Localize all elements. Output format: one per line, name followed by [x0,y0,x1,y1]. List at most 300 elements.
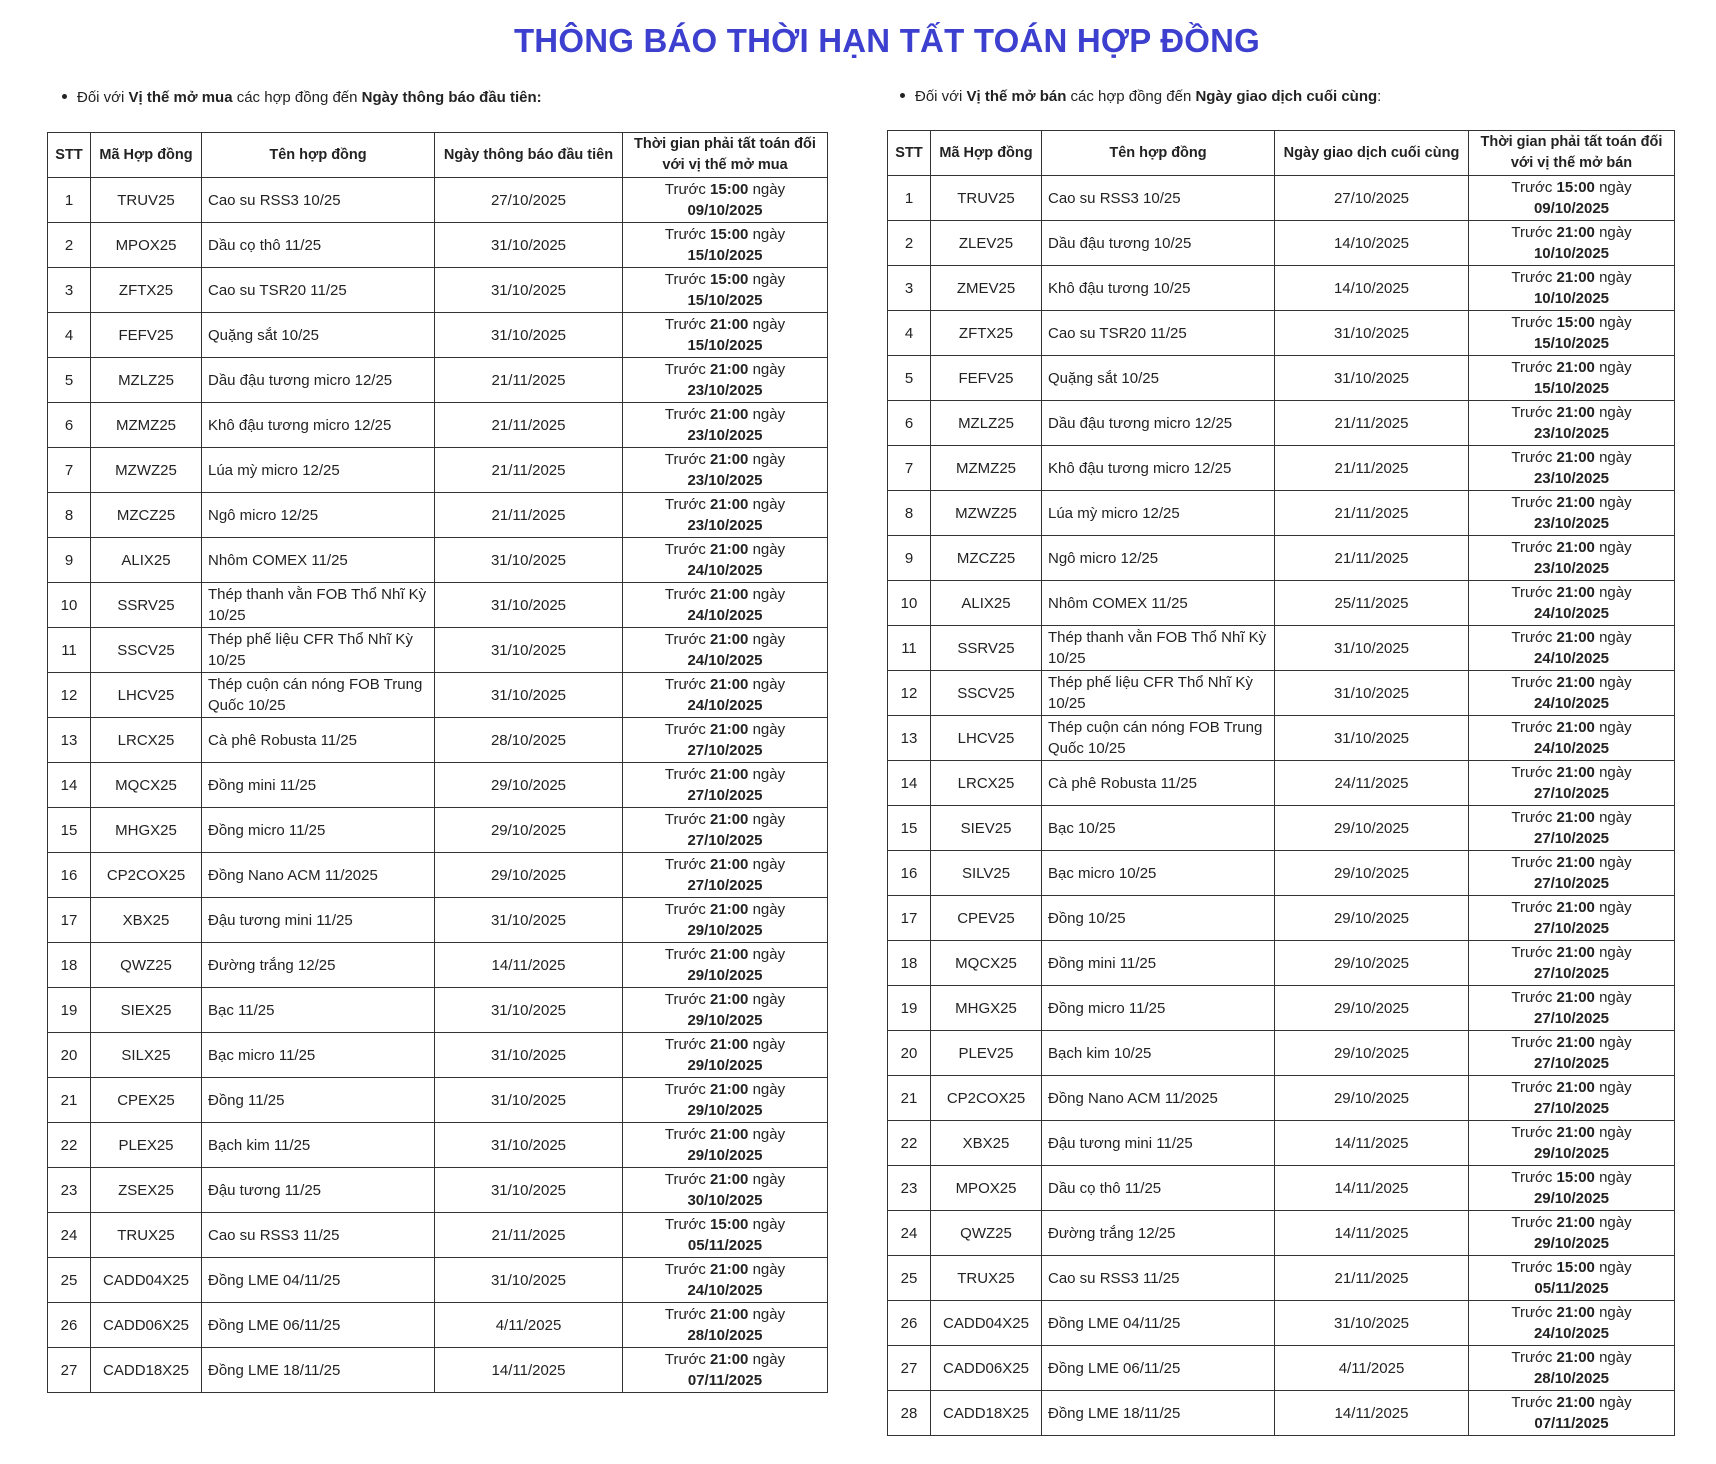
cell-settlement-time [1469,401,1675,446]
day-label: ngày [1594,989,1632,1006]
before-label: Trước [1511,1304,1557,1321]
cell-stt: 26 [888,1301,931,1346]
cell-stt: 28 [888,1391,931,1436]
cell-contract-code: ZFTX25 [931,311,1042,356]
settlement-hour: 15:00 [1556,314,1595,331]
before-label: Trước [1511,629,1557,646]
before-label: Trước [664,1081,711,1098]
cell-contract-name: Thép phế liệu CFR Thổ Nhĩ Kỳ 10/25 [202,628,435,673]
page-title: THÔNG BÁO THỜI HẠN TẤT TOÁN HỢP ĐỒNG [513,22,1261,59]
cell-contract-code: SIEV25 [931,806,1042,851]
table-row [888,1391,1675,1436]
cell-date: 14/11/2025 [1275,1211,1469,1256]
cell-contract-code: ALIX25 [91,538,202,583]
settlement-date: 27/10/2025 [1533,1010,1610,1027]
note-text: Đối với [77,89,129,106]
cell-contract-code: CADD04X25 [931,1301,1042,1346]
cell-contract-name: Đồng mini 11/25 [202,763,435,808]
settlement-date: 28/10/2025 [687,1327,763,1344]
day-label: ngày [1594,629,1632,646]
cell-contract-name: Bạch kim 11/25 [202,1123,435,1168]
cell-contract-code: SIEX25 [91,988,202,1033]
settlement-date: 09/10/2025 [687,202,763,219]
cell-stt: 13 [888,716,931,761]
settlement-date: 29/10/2025 [687,922,763,939]
cell-settlement-time [1469,536,1675,581]
settlement-hour: 21:00 [710,766,749,783]
table-row [888,1076,1675,1121]
cell-date: 21/11/2025 [435,493,623,538]
cell-contract-code: SSCV25 [91,628,202,673]
cell-stt: 21 [48,1078,91,1123]
settlement-date: 27/10/2025 [687,742,763,759]
day-label: ngày [1594,1124,1632,1141]
settlement-hour: 15:00 [1556,179,1595,196]
table-row [888,1031,1675,1076]
cell-contract-name: Thép cuộn cán nóng FOB Trung Quốc 10/25 [1042,716,1275,761]
cell-contract-name: Đồng mini 11/25 [1042,941,1275,986]
cell-settlement-time [623,268,828,313]
settlement-hour: 21:00 [1556,629,1595,646]
cell-settlement-time [623,583,828,628]
settlement-date: 23/10/2025 [1533,470,1610,487]
cell-settlement-time [1469,1346,1675,1391]
before-label: Trước [664,361,711,378]
cell-contract-name: Đồng micro 11/25 [202,808,435,853]
before-label: Trước [1511,719,1557,736]
cell-date: 31/10/2025 [435,583,623,628]
cell-contract-code: MZMZ25 [931,446,1042,491]
table-row [48,313,828,358]
cell-stt: 25 [888,1256,931,1301]
settlement-date: 24/10/2025 [687,652,763,669]
day-label: ngày [1594,674,1632,691]
day-label: ngày [1594,1169,1632,1186]
cell-stt: 2 [48,223,91,268]
table-row [48,808,828,853]
cell-contract-code: SSRV25 [931,626,1042,671]
cell-date: 28/10/2025 [435,718,623,763]
cell-settlement-time [623,718,828,763]
cell-settlement-time [1469,896,1675,941]
cell-contract-code: MZLZ25 [91,358,202,403]
settlement-date: 30/10/2025 [687,1192,763,1209]
cell-stt: 24 [888,1211,931,1256]
settlement-hour: 21:00 [710,676,749,693]
table-row [888,221,1675,266]
before-label: Trước [664,631,711,648]
cell-contract-code: CPEV25 [931,896,1042,941]
cell-date: 27/10/2025 [1275,176,1469,221]
cell-stt: 17 [888,896,931,941]
cell-settlement-time [623,673,828,718]
table-row [48,943,828,988]
table-row [888,1301,1675,1346]
day-label: ngày [1594,944,1632,961]
before-label: Trước [664,856,711,873]
table-row [888,356,1675,401]
cell-contract-name: Cao su TSR20 11/25 [202,268,435,313]
cell-date: 29/10/2025 [1275,941,1469,986]
cell-date: 31/10/2025 [435,1033,623,1078]
cell-contract-name: Đồng Nano ACM 11/2025 [202,853,435,898]
note-text: Đối với [915,88,967,105]
cell-stt: 6 [888,401,931,446]
day-label: ngày [1594,1259,1632,1276]
cell-stt: 23 [888,1166,931,1211]
cell-contract-name: Khô đậu tương 10/25 [1042,266,1275,311]
table-row [888,1121,1675,1166]
day-label: ngày [748,451,786,468]
before-label: Trước [664,451,711,468]
settlement-hour: 21:00 [710,496,749,513]
day-label: ngày [1594,449,1632,466]
settlement-hour: 21:00 [710,1171,749,1188]
cell-date: 31/10/2025 [1275,1301,1469,1346]
cell-date: 14/10/2025 [1275,221,1469,266]
table-row [48,1348,828,1393]
before-label: Trước [664,271,711,288]
cell-settlement-time [1469,1301,1675,1346]
cell-contract-name: Dầu cọ thô 11/25 [202,223,435,268]
cell-stt: 9 [48,538,91,583]
cell-stt: 4 [888,311,931,356]
cell-contract-code: SSRV25 [91,583,202,628]
settlement-date: 07/11/2025 [687,1372,763,1389]
settlement-date: 24/10/2025 [1533,695,1610,712]
day-label: ngày [748,721,786,738]
settlement-hour: 21:00 [1556,1304,1595,1321]
cell-stt: 20 [48,1033,91,1078]
settlement-hour: 21:00 [1556,1034,1595,1051]
settlement-hour: 21:00 [1556,224,1595,241]
cell-settlement-time [623,853,828,898]
header-stt: STT [888,131,931,176]
settlement-hour: 21:00 [1556,494,1595,511]
settlement-hour: 21:00 [1556,854,1595,871]
cell-settlement-time [1469,1076,1675,1121]
cell-contract-code: CPEX25 [91,1078,202,1123]
cell-settlement-time [1469,851,1675,896]
table-row [888,311,1675,356]
cell-contract-name: Đồng 11/25 [202,1078,435,1123]
cell-date: 21/11/2025 [1275,536,1469,581]
settlement-hour: 21:00 [710,1126,749,1143]
settlement-date: 27/10/2025 [1533,1055,1610,1072]
cell-settlement-time [623,1033,828,1078]
day-label: ngày [748,1126,786,1143]
cell-date: 14/11/2025 [1275,1166,1469,1211]
day-label: ngày [748,1036,786,1053]
settlement-hour: 21:00 [710,946,749,963]
cell-stt: 14 [48,763,91,808]
day-label: ngày [1594,1214,1632,1231]
cell-stt: 24 [48,1213,91,1258]
settlement-date: 27/10/2025 [687,877,763,894]
day-label: ngày [748,496,786,513]
cell-settlement-time [1469,941,1675,986]
cell-contract-code: SILV25 [931,851,1042,896]
settlement-hour: 21:00 [710,541,749,558]
cell-contract-name: Bạch kim 10/25 [1042,1031,1275,1076]
settlement-hour: 21:00 [1556,899,1595,916]
cell-date: 31/10/2025 [435,1258,623,1303]
table-row [888,446,1675,491]
cell-stt: 20 [888,1031,931,1076]
cell-contract-name: Lúa mỳ micro 12/25 [1042,491,1275,536]
cell-contract-code: PLEV25 [931,1031,1042,1076]
table-row [48,223,828,268]
cell-date: 31/10/2025 [435,268,623,313]
settlement-hour: 21:00 [710,1306,749,1323]
cell-date: 4/11/2025 [435,1303,623,1348]
cell-date: 31/10/2025 [435,538,623,583]
settlement-date: 27/10/2025 [1533,920,1610,937]
table-row [888,1256,1675,1301]
cell-date: 14/11/2025 [435,943,623,988]
cell-contract-code: TRUV25 [91,178,202,223]
cell-contract-code: TRUX25 [91,1213,202,1258]
cell-contract-code: MHGX25 [91,808,202,853]
cell-date: 31/10/2025 [435,313,623,358]
cell-stt: 15 [48,808,91,853]
before-label: Trước [664,1351,711,1368]
cell-stt: 8 [48,493,91,538]
day-label: ngày [1594,854,1632,871]
before-label: Trước [664,496,711,513]
day-label: ngày [1594,269,1632,286]
cell-date: 14/11/2025 [435,1348,623,1393]
settlement-date: 10/10/2025 [1533,290,1610,307]
cell-date: 27/10/2025 [435,178,623,223]
table-row [48,1213,828,1258]
settlement-hour: 21:00 [710,721,749,738]
before-label: Trước [664,1126,711,1143]
before-label: Trước [1511,1034,1557,1051]
before-label: Trước [1511,1259,1557,1276]
settlement-hour: 21:00 [1556,989,1595,1006]
table-row [888,1346,1675,1391]
header-stt: STT [48,133,91,178]
before-label: Trước [1511,899,1557,916]
before-label: Trước [1511,1169,1557,1186]
cell-settlement-time [1469,311,1675,356]
cell-date: 29/10/2025 [1275,896,1469,941]
cell-settlement-time [1469,986,1675,1031]
settlement-date: 23/10/2025 [687,472,763,489]
settlement-hour: 21:00 [1556,539,1595,556]
cell-contract-name: Cao su RSS3 11/25 [202,1213,435,1258]
day-label: ngày [748,1306,786,1323]
before-label: Trước [1511,359,1557,376]
before-label: Trước [664,406,711,423]
cell-contract-code: SILX25 [91,1033,202,1078]
cell-contract-code: FEFV25 [931,356,1042,401]
cell-settlement-time [623,1213,828,1258]
table-row [48,673,828,718]
table-row [48,628,828,673]
cell-stt: 11 [888,626,931,671]
table-row [48,448,828,493]
table-header-row [888,131,1675,176]
settlement-hour: 21:00 [710,1081,749,1098]
cell-stt: 7 [48,448,91,493]
settlement-hour: 21:00 [1556,1124,1595,1141]
cell-settlement-time [1469,1166,1675,1211]
cell-stt: 7 [888,446,931,491]
cell-contract-name: Đồng LME 04/11/25 [202,1258,435,1303]
settlement-hour: 21:00 [710,991,749,1008]
table-row [888,536,1675,581]
cell-contract-code: TRUV25 [931,176,1042,221]
cell-contract-name: Đường trắng 12/25 [1042,1211,1275,1256]
cell-stt: 23 [48,1168,91,1213]
cell-settlement-time [1469,581,1675,626]
cell-stt: 18 [888,941,931,986]
cell-settlement-time [623,223,828,268]
cell-settlement-time [623,1123,828,1168]
settlement-hour: 21:00 [1556,449,1595,466]
settlement-hour: 21:00 [710,1036,749,1053]
settlement-hour: 15:00 [710,271,749,288]
cell-stt: 4 [48,313,91,358]
cell-contract-code: MZWZ25 [91,448,202,493]
cell-contract-code: ALIX25 [931,581,1042,626]
cell-stt: 12 [888,671,931,716]
before-label: Trước [1511,989,1557,1006]
cell-contract-code: MZMZ25 [91,403,202,448]
before-label: Trước [664,181,711,198]
day-label: ngày [748,1081,786,1098]
settlement-date: 23/10/2025 [687,427,763,444]
table-row [888,986,1675,1031]
table-row [48,1123,828,1168]
cell-stt: 2 [888,221,931,266]
cell-stt: 27 [48,1348,91,1393]
before-label: Trước [1511,584,1557,601]
before-label: Trước [664,541,711,558]
bullet-icon [62,94,67,99]
sell-position-table [887,130,1675,1436]
day-label: ngày [1594,539,1632,556]
cell-settlement-time [623,898,828,943]
cell-contract-name: Nhôm COMEX 11/25 [1042,581,1275,626]
cell-contract-name: Thép thanh vằn FOB Thổ Nhĩ Kỳ 10/25 [1042,626,1275,671]
cell-stt: 1 [48,178,91,223]
day-label: ngày [1594,1034,1632,1051]
cell-contract-name: Ngô micro 12/25 [202,493,435,538]
cell-contract-name: Thép thanh vằn FOB Thổ Nhĩ Kỳ 10/25 [202,583,435,628]
cell-date: 31/10/2025 [435,898,623,943]
before-label: Trước [664,1261,711,1278]
settlement-date: 23/10/2025 [1533,425,1610,442]
cell-date: 31/10/2025 [1275,716,1469,761]
note-text: các hợp đồng đến [232,89,362,106]
before-label: Trước [664,316,711,333]
sell-position-note [900,88,1381,105]
table-row [48,1168,828,1213]
cell-contract-name: Khô đậu tương micro 12/25 [202,403,435,448]
cell-stt: 25 [48,1258,91,1303]
cell-stt: 5 [888,356,931,401]
cell-date: 14/11/2025 [1275,1391,1469,1436]
before-label: Trước [1511,314,1557,331]
before-label: Trước [664,1216,711,1233]
day-label: ngày [1594,224,1632,241]
cell-contract-code: CP2COX25 [91,853,202,898]
cell-contract-name: Quặng sắt 10/25 [202,313,435,358]
table-row [48,1303,828,1348]
cell-stt: 16 [48,853,91,898]
cell-stt: 10 [48,583,91,628]
cell-contract-code: MHGX25 [931,986,1042,1031]
cell-date: 29/10/2025 [1275,851,1469,896]
cell-contract-name: Khô đậu tương micro 12/25 [1042,446,1275,491]
before-label: Trước [664,766,711,783]
cell-stt: 3 [48,268,91,313]
settlement-hour: 21:00 [1556,1079,1595,1096]
before-label: Trước [664,946,711,963]
before-label: Trước [664,1171,711,1188]
cell-contract-code: CP2COX25 [931,1076,1042,1121]
settlement-hour: 21:00 [710,856,749,873]
cell-date: 31/10/2025 [435,1123,623,1168]
cell-date: 31/10/2025 [435,628,623,673]
header-contract-name: Tên hợp đồng [1042,131,1275,176]
cell-contract-name: Cao su RSS3 10/25 [202,178,435,223]
cell-settlement-time [1469,1211,1675,1256]
cell-settlement-time [623,1168,828,1213]
cell-settlement-time [1469,716,1675,761]
cell-date: 29/10/2025 [435,763,623,808]
cell-date: 29/10/2025 [435,808,623,853]
settlement-hour: 21:00 [710,1351,749,1368]
day-label: ngày [1594,1349,1632,1366]
cell-settlement-time [1469,491,1675,536]
cell-date: 31/10/2025 [1275,311,1469,356]
settlement-hour: 21:00 [1556,809,1595,826]
note-text: : [1377,88,1382,105]
header-date: Ngày giao dịch cuối cùng [1275,131,1469,176]
cell-contract-name: Đậu tương mini 11/25 [202,898,435,943]
cell-contract-name: Thép cuộn cán nóng FOB Trung Quốc 10/25 [202,673,435,718]
note-bold: Vị thế mở bán [966,88,1067,105]
settlement-date: 28/10/2025 [1533,1370,1610,1387]
table-row [888,266,1675,311]
cell-settlement-time [623,1258,828,1303]
cell-stt: 19 [48,988,91,1033]
cell-date: 21/11/2025 [435,1213,623,1258]
cell-contract-code: ZFTX25 [91,268,202,313]
settlement-hour: 21:00 [1556,359,1595,376]
table-row [888,896,1675,941]
before-label: Trước [1511,764,1557,781]
table-row [48,358,828,403]
cell-date: 31/10/2025 [435,673,623,718]
cell-contract-code: SSCV25 [931,671,1042,716]
cell-stt: 11 [48,628,91,673]
cell-contract-code: ZMEV25 [931,266,1042,311]
before-label: Trước [664,811,711,828]
cell-contract-name: Cao su TSR20 11/25 [1042,311,1275,356]
cell-contract-code: LRCX25 [91,718,202,763]
settlement-date: 24/10/2025 [687,607,763,624]
cell-stt: 22 [888,1121,931,1166]
cell-contract-code: QWZ25 [91,943,202,988]
settlement-date: 27/10/2025 [1533,1100,1610,1117]
settlement-hour: 15:00 [710,226,749,243]
day-label: ngày [748,181,786,198]
